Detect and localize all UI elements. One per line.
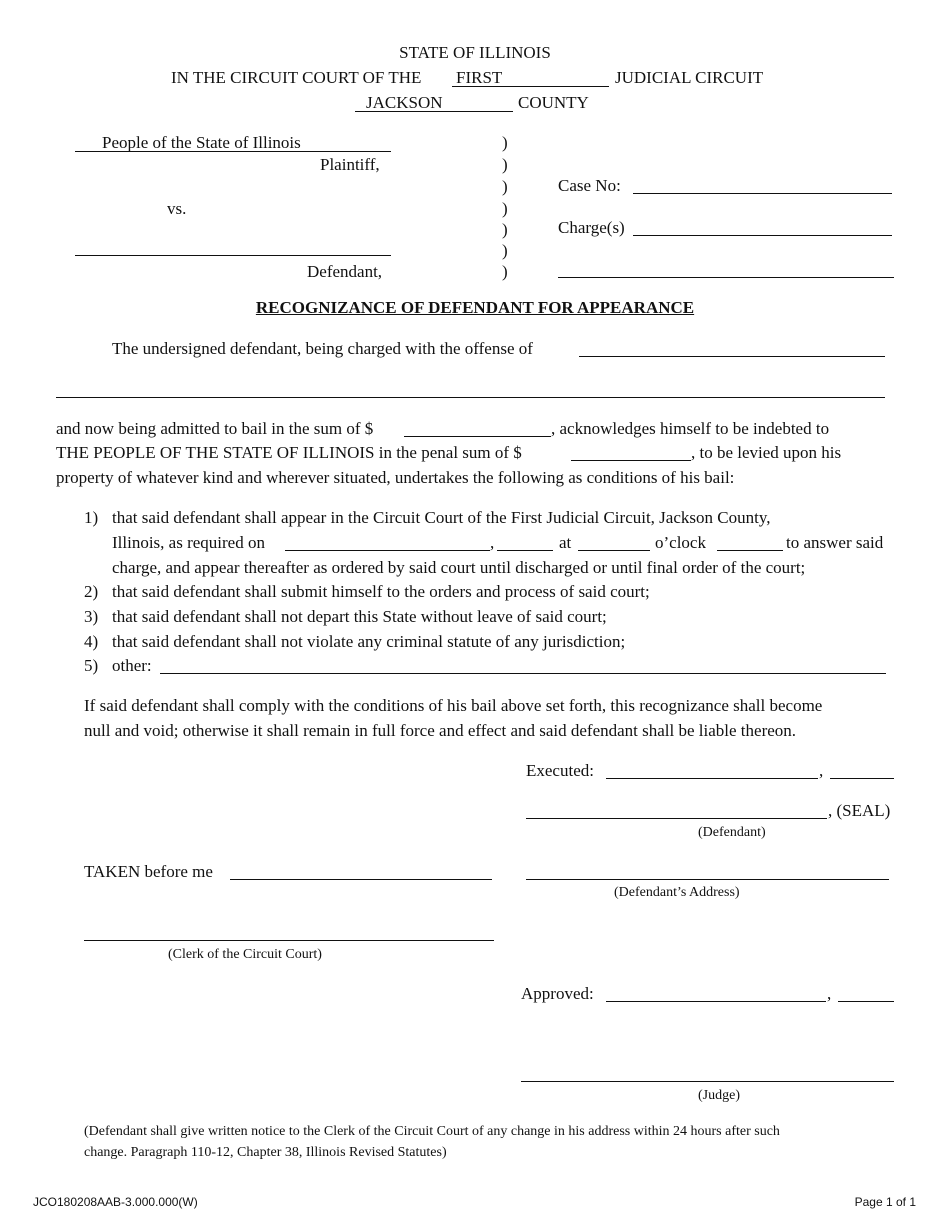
defendant-signature-field[interactable] [526, 818, 827, 819]
plaintiff-label: Plaintiff, [320, 155, 380, 174]
judge-caption: (Judge) [698, 1088, 740, 1103]
taken-before-label: TAKEN before me [84, 862, 213, 881]
address-caption: (Defendant’s Address) [614, 885, 740, 900]
condition-number: 2) [84, 582, 99, 601]
charges-label: Charge(s) [558, 218, 625, 237]
executed-comma: , [819, 761, 824, 780]
notice-line-2: change. Paragraph 110-12, Chapter 38, Illinois Revised Statutes) [84, 1145, 447, 1160]
bail-text-1a: and now being admitted to bail in the sum of $ [56, 419, 374, 438]
condition-number: 4) [84, 632, 99, 651]
caption-paren: ) [502, 133, 508, 152]
form-title: RECOGNIZANCE OF DEFENDANT FOR APPEARANCE [255, 298, 695, 317]
caption-paren: ) [502, 220, 508, 239]
notice-line-1: (Defendant shall give written notice to the Clerk of the Circuit Court of any change in his address within 24 hours after such [84, 1124, 780, 1139]
condition-number: 5) [84, 656, 99, 675]
caption-paren: ) [502, 199, 508, 218]
bail-text-1b: , acknowledges himself to be indebted to [551, 419, 830, 438]
seal-label: , (SEAL) [828, 801, 891, 820]
executed-year-field[interactable] [830, 778, 894, 779]
defendant-address-field[interactable] [526, 879, 889, 880]
county-name: JACKSON [366, 93, 443, 112]
court-suffix: JUDICIAL CIRCUIT [615, 68, 764, 87]
county-field-line [355, 111, 513, 112]
condition-number: 3) [84, 607, 99, 626]
offense-field[interactable] [579, 356, 885, 357]
penal-sum-field[interactable] [571, 460, 691, 461]
approved-year-field[interactable] [838, 1001, 894, 1002]
condition-1-at: at [559, 533, 572, 552]
county-label: COUNTY [518, 93, 589, 112]
circuit-field-line [452, 86, 609, 87]
court-prefix: IN THE CIRCUIT COURT OF THE [171, 68, 422, 87]
charges-field[interactable] [633, 235, 892, 236]
other-condition-field[interactable] [160, 673, 886, 674]
appearance-time-field[interactable] [578, 550, 650, 551]
executed-date-field[interactable] [606, 778, 818, 779]
clerk-signature-field[interactable] [84, 940, 494, 941]
condition-5-label: other: [112, 656, 152, 675]
bail-text-2a: THE PEOPLE OF THE STATE OF ILLINOIS in the penal sum of $ [56, 443, 522, 462]
bail-text-3: property of whatever kind and wherever situated, undertakes the following as conditions of his bail: [56, 468, 735, 487]
case-no-label: Case No: [558, 176, 621, 195]
condition-number: 1) [84, 508, 99, 527]
approved-label: Approved: [521, 984, 594, 1003]
defendant-label: Defendant, [307, 262, 383, 281]
appearance-ampm-field[interactable] [717, 550, 783, 551]
approved-comma: , [827, 984, 832, 1003]
clerk-caption: (Clerk of the Circuit Court) [168, 947, 322, 962]
plaintiff-name: People of the State of Illinois [102, 133, 301, 152]
caption-paren: ) [502, 241, 508, 260]
state-heading: STATE OF ILLINOIS [399, 43, 551, 62]
condition-1-line-1: that said defendant shall appear in the Circuit Court of the First Judicial Circuit, Jackson County, [112, 508, 771, 527]
appearance-date-field[interactable] [285, 550, 490, 551]
approved-date-field[interactable] [606, 1001, 826, 1002]
condition-1-comma: , [490, 533, 495, 552]
caption-paren: ) [502, 177, 508, 196]
offense-field-2[interactable] [56, 397, 885, 398]
plaintiff-line [75, 151, 391, 152]
bail-text-2b: , to be levied upon his [691, 443, 842, 462]
closing-line-2: null and void; otherwise it shall remain in full force and effect and said defendant shall be liable thereon. [84, 721, 797, 740]
closing-line-1: If said defendant shall comply with the conditions of his bail above set forth, this recognizance shall become [84, 696, 823, 715]
defendant-caption: (Defendant) [698, 825, 766, 840]
circuit-name: FIRST [456, 68, 503, 87]
condition-1-oclock: o’clock [655, 533, 706, 552]
taken-before-field[interactable] [230, 879, 492, 880]
form-code: JCO180208AAB-3.000.000(W) [33, 1195, 198, 1209]
case-no-field[interactable] [633, 193, 892, 194]
caption-paren: ) [502, 155, 508, 174]
condition-1-line-3: charge, and appear thereafter as ordered by said court until discharged or until final order of the court; [112, 558, 806, 577]
executed-label: Executed: [526, 761, 594, 780]
intro-text: The undersigned defendant, being charged with the offense of [112, 339, 533, 358]
condition-1-answer: to answer said [786, 533, 884, 552]
caption-paren: ) [502, 262, 508, 281]
judge-signature-field[interactable] [521, 1081, 894, 1082]
condition-1-line-2a: Illinois, as required on [112, 533, 265, 552]
appearance-year-field[interactable] [497, 550, 553, 551]
page-number: Page 1 of 1 [854, 1195, 916, 1209]
condition-4: that said defendant shall not violate any criminal statute of any jurisdiction; [112, 632, 626, 651]
vs-label: vs. [167, 199, 187, 218]
charges-field-2[interactable] [558, 277, 894, 278]
defendant-name-line[interactable] [75, 255, 391, 256]
condition-2: that said defendant shall submit himself to the orders and process of said court; [112, 582, 650, 601]
condition-3: that said defendant shall not depart this State without leave of said court; [112, 607, 607, 626]
bail-amount-field[interactable] [404, 436, 551, 437]
